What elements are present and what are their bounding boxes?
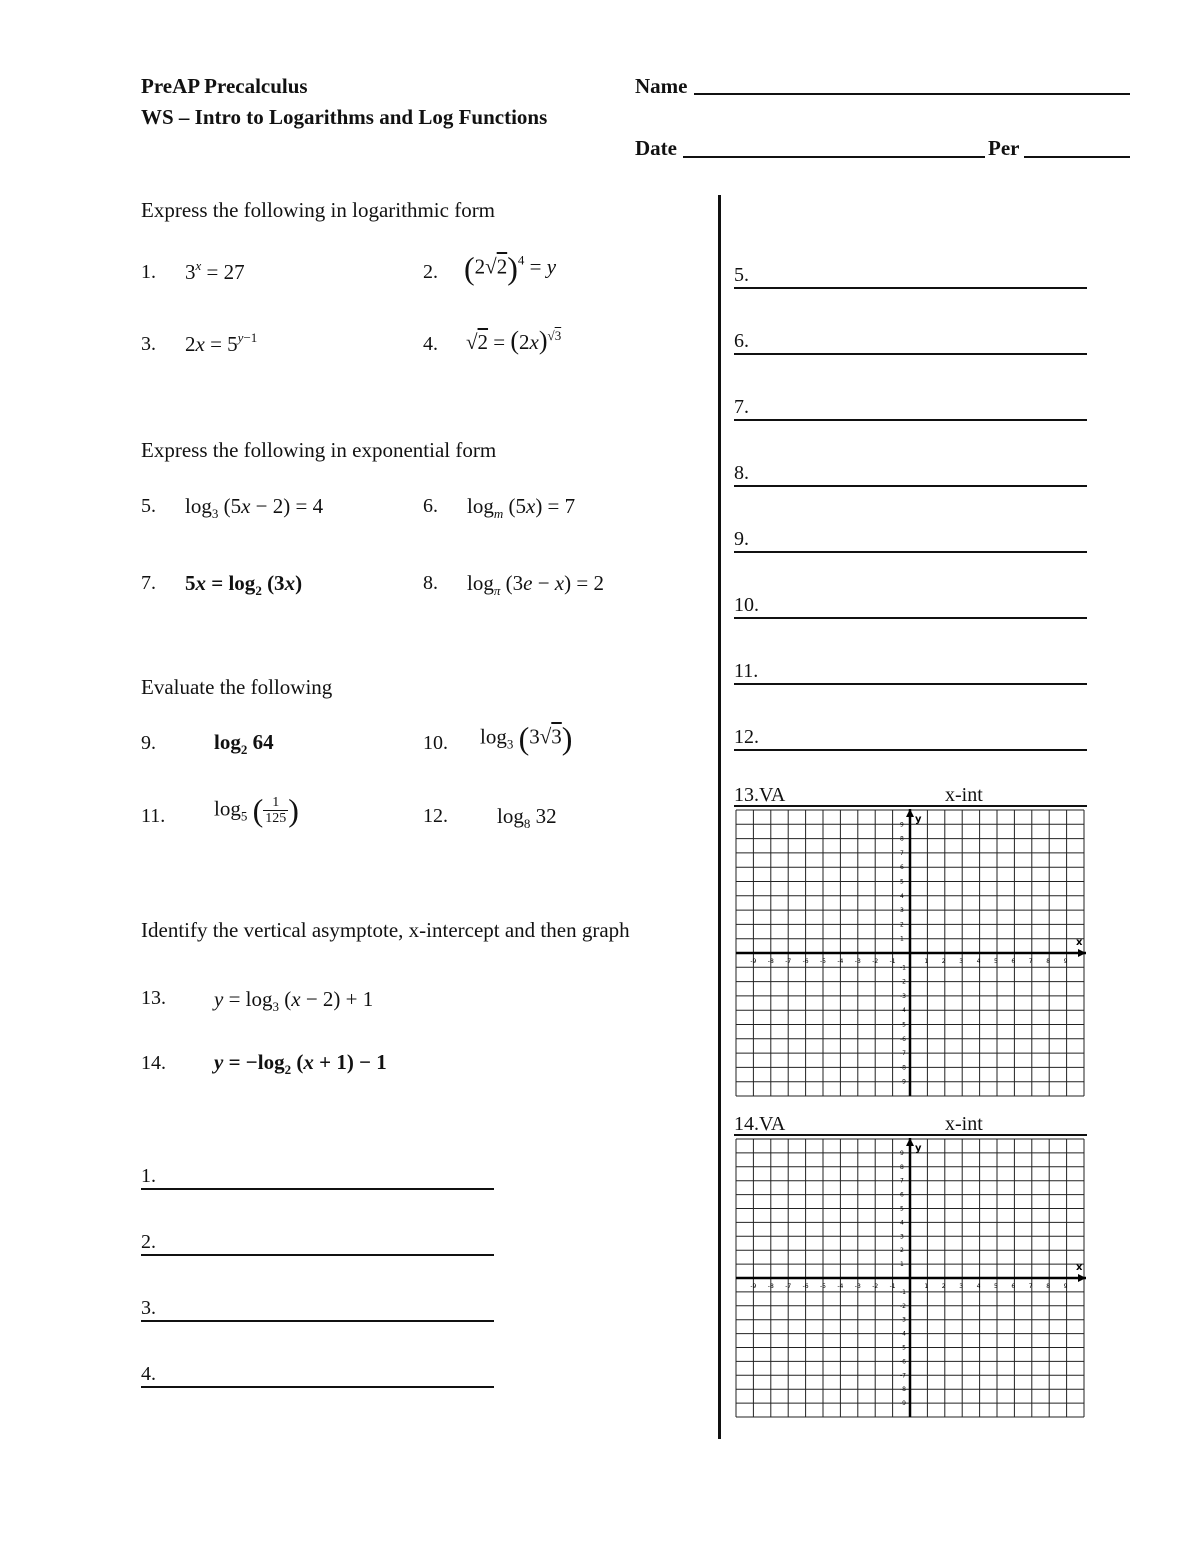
x-tick-label: 6 <box>1011 1283 1016 1290</box>
name-field[interactable] <box>694 93 1130 95</box>
problem-1-number: 1. <box>141 261 156 283</box>
x-tick-label: 5 <box>994 1283 998 1290</box>
date-label: Date <box>635 136 677 160</box>
x-tick-label: 3 <box>959 1283 964 1290</box>
name-label: Name <box>635 74 688 98</box>
x-tick-label: 9 <box>1063 1283 1068 1290</box>
problem-3-equation: $2x = 5^{y-1}$ <box>185 330 258 356</box>
problem-11-number: 11. <box>141 805 166 827</box>
y-tick-label: -1 <box>900 964 906 972</box>
date-field[interactable] <box>683 156 985 158</box>
x-tick-label: 1 <box>924 958 929 965</box>
x-tick-label: -5 <box>820 958 826 965</box>
period-field[interactable] <box>1024 156 1130 158</box>
course-title: PreAP Precalculus <box>141 74 308 98</box>
x-axis-label: x <box>1076 1262 1083 1273</box>
x-tick-label: -9 <box>750 958 757 965</box>
y-tick-label: -6 <box>900 1358 906 1366</box>
y-tick-label: 5 <box>900 1205 904 1213</box>
y-tick-label: 7 <box>900 849 904 857</box>
problem-4-number: 4. <box>423 333 438 355</box>
problem-5-number: 5. <box>141 495 156 517</box>
y-axis-label: y <box>915 1143 922 1154</box>
x-tick-label: 9 <box>1063 958 1068 965</box>
problem-12-equation: $\log_8 32$ <box>497 804 557 831</box>
y-tick-label: -9 <box>900 1400 906 1408</box>
problem-2-number: 2. <box>423 261 438 283</box>
x-axis-arrow <box>1078 949 1086 957</box>
period-label: Per <box>988 136 1020 160</box>
x-tick-label: 3 <box>959 958 964 965</box>
y-tick-label: 6 <box>900 864 904 872</box>
y-tick-label: -4 <box>900 1330 906 1338</box>
x-tick-label: 7 <box>1028 1283 1033 1290</box>
y-tick-label: -6 <box>900 1035 906 1043</box>
y-tick-label: 8 <box>900 1163 904 1171</box>
y-tick-label: -2 <box>900 978 906 986</box>
section-evaluate: Evaluate the following <box>141 675 333 699</box>
answer-blank-9[interactable]: 9. <box>734 529 1087 553</box>
x-tick-label: -4 <box>837 958 844 965</box>
problem-8-number: 8. <box>423 572 438 594</box>
x-tick-label: 4 <box>976 1283 981 1290</box>
problem-6-number: 6. <box>423 495 438 517</box>
graph-14-xint-label: x-int <box>945 1113 983 1135</box>
x-tick-label: 4 <box>976 958 981 965</box>
y-tick-label: 1 <box>900 935 904 943</box>
problem-3-number: 3. <box>141 333 156 355</box>
section-graph: Identify the vertical asymptote, x-intercept and then graph <box>141 918 630 942</box>
x-tick-label: -2 <box>872 1283 879 1290</box>
x-tick-label: -3 <box>854 958 861 965</box>
y-tick-label: -1 <box>900 1288 906 1296</box>
x-tick-label: -9 <box>750 1283 757 1290</box>
x-tick-label: 2 <box>941 1283 946 1290</box>
problem-13-number: 13. <box>141 987 166 1009</box>
x-tick-label: 8 <box>1046 1283 1051 1290</box>
graph-13-xint-label: x-int <box>945 784 983 806</box>
y-tick-label: -3 <box>900 992 906 1000</box>
y-tick-label: 1 <box>900 1261 904 1269</box>
y-tick-label: 5 <box>900 878 904 886</box>
graph-14-va-label: 14.VA <box>734 1113 786 1135</box>
y-tick-label: 7 <box>900 1177 904 1185</box>
x-tick-label: 7 <box>1028 958 1033 965</box>
problem-10-number: 10. <box>423 732 448 754</box>
y-tick-label: -3 <box>900 1316 906 1324</box>
y-tick-label: -7 <box>900 1050 906 1058</box>
y-tick-label: -8 <box>900 1064 906 1072</box>
y-tick-label: -5 <box>900 1344 906 1352</box>
answer-blank-10[interactable]: 10. <box>734 595 1087 619</box>
x-axis-label: x <box>1076 937 1083 948</box>
y-tick-label: -2 <box>900 1302 906 1310</box>
problem-2-equation: $(2√2)^4 = y$ <box>464 250 557 286</box>
x-tick-label: 6 <box>1011 958 1016 965</box>
answer-blank-11[interactable]: 11. <box>734 661 1087 685</box>
coordinate-grid-14[interactable] <box>734 1137 1086 1419</box>
problem-9-equation: $\log_2 64$ <box>214 730 274 757</box>
problem-4-equation: $√2 = (2x)^{√3}$ <box>466 326 562 355</box>
graph-13-header <box>734 785 1087 807</box>
problem-1-equation: $3^x = 27$ <box>185 258 245 284</box>
answer-blank-2[interactable]: 2. <box>141 1232 494 1256</box>
problem-10-equation: $\log_3 (3√3)$ <box>480 720 573 756</box>
answer-blank-3[interactable]: 3. <box>141 1298 494 1322</box>
answer-blank-5[interactable]: 5. <box>734 265 1087 289</box>
y-axis-label: y <box>915 814 922 825</box>
x-tick-label: -5 <box>820 1283 826 1290</box>
y-tick-label: 8 <box>900 835 904 843</box>
y-tick-label: -9 <box>900 1078 906 1086</box>
y-tick-label: 4 <box>900 1219 904 1227</box>
problem-14-number: 14. <box>141 1052 166 1074</box>
x-tick-label: -8 <box>767 1283 774 1290</box>
y-tick-label: 3 <box>900 1233 904 1241</box>
x-tick-label: -7 <box>785 958 792 965</box>
x-tick-label: -7 <box>785 1283 792 1290</box>
problem-14-equation: $y = -\log_2$ (x + 1) − 1 <box>214 1050 387 1077</box>
x-tick-label: 8 <box>1046 958 1051 965</box>
problem-6-equation: $\log_m (5x) = 7$ <box>467 494 576 521</box>
answer-blank-6[interactable]: 6. <box>734 331 1087 355</box>
y-tick-label: 6 <box>900 1191 904 1199</box>
x-tick-label: -8 <box>767 958 774 965</box>
graph-14-header <box>734 1114 1087 1136</box>
problem-9-number: 9. <box>141 732 156 754</box>
y-tick-label: 3 <box>900 907 904 915</box>
y-tick-label: -7 <box>900 1372 906 1380</box>
problem-7-number: 7. <box>141 572 156 594</box>
x-tick-label: -4 <box>837 1283 844 1290</box>
answer-blank-7[interactable]: 7. <box>734 397 1087 421</box>
problem-13-equation: $y = \log_3 (x - 2) + 1$ <box>214 987 374 1014</box>
x-tick-label: -1 <box>889 1283 896 1290</box>
problem-12-number: 12. <box>423 805 448 827</box>
y-tick-label: 9 <box>900 1149 904 1157</box>
x-tick-label: -1 <box>889 958 896 965</box>
graph-13-va-label: 13.VA <box>734 784 786 806</box>
y-tick-label: 2 <box>900 921 904 929</box>
answer-blank-4[interactable]: 4. <box>141 1364 494 1388</box>
x-tick-label: -3 <box>854 1283 861 1290</box>
answer-blank-12[interactable]: 12. <box>734 727 1087 751</box>
x-tick-label: -6 <box>802 1283 809 1290</box>
y-tick-label: 4 <box>900 892 904 900</box>
x-tick-label: 5 <box>994 958 998 965</box>
answer-blank-8[interactable]: 8. <box>734 463 1087 487</box>
problem-7-equation: $5x = \log_2 (3x)$ <box>185 571 303 598</box>
y-tick-label: -5 <box>900 1021 906 1029</box>
answer-blank-1[interactable]: 1. <box>141 1166 494 1190</box>
x-tick-label: 1 <box>924 1283 929 1290</box>
y-tick-label: -8 <box>900 1386 906 1394</box>
problem-5-equation: $\log_3 (5x - 2) = 4$ <box>185 494 324 521</box>
x-tick-label: 2 <box>941 958 946 965</box>
problem-8-equation: $\log_\pi (3e - x) = 2$ <box>467 571 604 598</box>
y-tick-label: -4 <box>900 1007 906 1015</box>
coordinate-grid-13[interactable] <box>734 808 1086 1098</box>
section-log-form: Express the following in logarithmic form <box>141 198 496 222</box>
x-tick-label: -6 <box>802 958 809 965</box>
problem-11-equation: $\log_5$ ( $\frac{1}{125}$ ) <box>214 792 299 828</box>
column-divider <box>718 195 721 1439</box>
section-exp-form: Express the following in exponential form <box>141 438 497 462</box>
worksheet-title: WS – Intro to Logarithms and Log Functions <box>141 105 548 129</box>
y-tick-label: 2 <box>900 1247 904 1255</box>
x-tick-label: -2 <box>872 958 879 965</box>
y-tick-label: 9 <box>900 821 904 829</box>
x-axis-arrow <box>1078 1274 1086 1282</box>
